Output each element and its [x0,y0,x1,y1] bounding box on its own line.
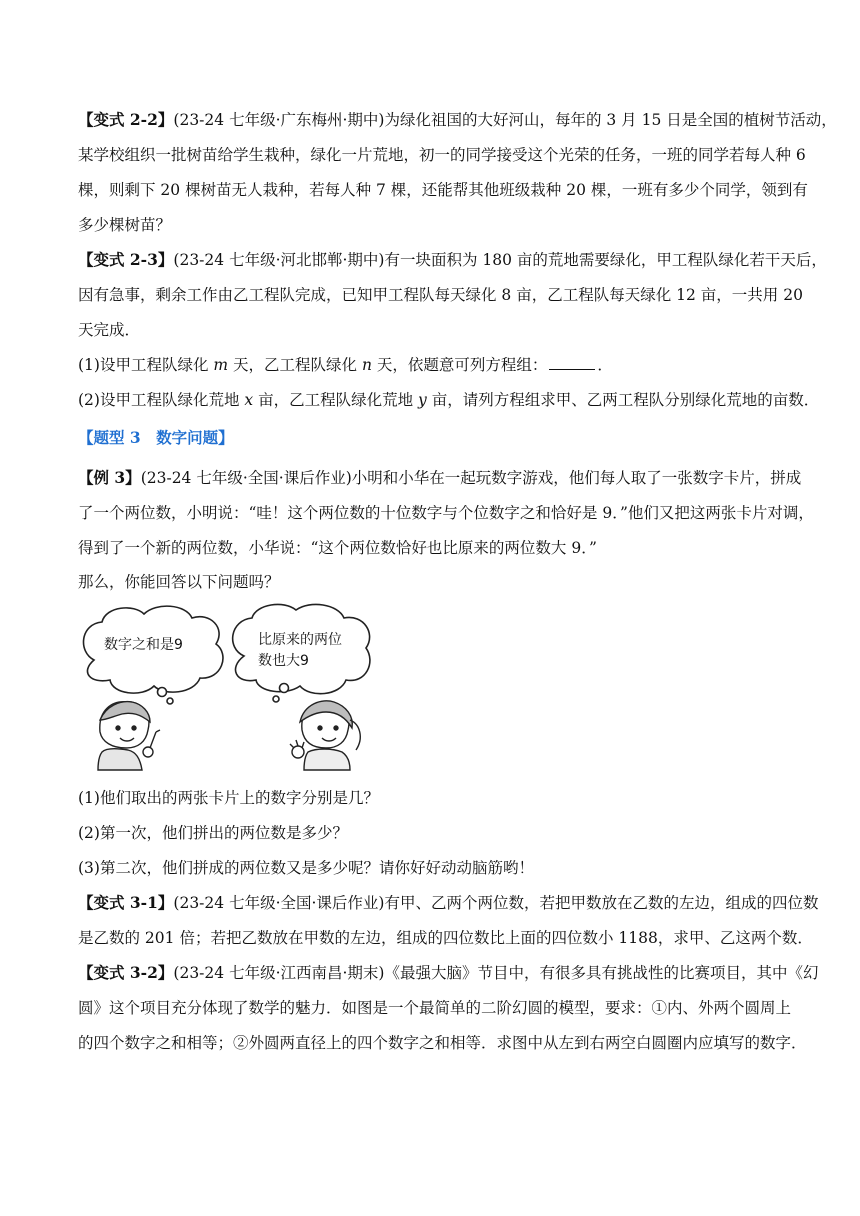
variant-source: (23-24 七年级·河北邯郸·期中) [173,251,385,269]
q-text: 天，依题意可列方程组： [371,356,548,374]
boy-figure [98,702,160,770]
girl-figure [290,701,360,770]
problem-text: 有一块面积为 180 亩的荒地需要绿化，甲工程队绿化若干天后， [384,251,827,269]
var-m: m [213,356,229,374]
variant-tag: 【变式 2-2】 [78,110,174,129]
var-y: y [418,391,427,409]
variant-3-2-line-3: 的四个数字之和相等；②外圆两直径上的四个数字之和相等．求图中从左到右两空白圆圈内应填写的数字． [78,1034,807,1052]
variant-tag: 【变式 2-3】 [78,250,174,269]
q-text: (2)设甲工程队绿化荒地 [78,391,245,409]
bubble-left-text: 数字之和是9 [104,637,183,653]
problem-text: 有甲、乙两个两位数，若把甲数放在乙数的左边，组成的四位数 [384,894,819,912]
bubble-right-text-1: 比原来的两位 [258,632,342,648]
q-text: 天，乙工程队绿化 [228,356,362,374]
q-text: (1)设甲工程队绿化 [78,356,214,374]
variant-source: (23-24 七年级·江西南昌·期末) [173,964,385,982]
example-tag: 【例 3】 [78,468,141,487]
thought-bubble-left [84,606,223,704]
variant-tag: 【变式 3-1】 [78,893,174,912]
var-n: n [361,356,372,374]
bubble-right-text-2: 数也大9 [258,653,309,669]
problem-text: 《最强大脑》节目中，有很多具有挑战性的比赛项目，其中《幻 [384,964,819,982]
example-3-line-3: 得到了一个新的两位数，小华说：“这个两位数恰好也比原来的两位数大 9．” [78,539,597,557]
example-3-question-3: (3)第二次，他们拼成的两位数又是多少呢？请你好好动动脑筋哟！ [78,859,534,877]
example-source: (23-24 七年级·全国·课后作业) [140,469,352,487]
kids-thought-bubble-illustration [76,602,376,772]
q-text: ． [597,356,613,374]
variant-2-2-line-2: 某学校组织一批树苗给学生栽种，绿化一片荒地，初一的同学接受这个光荣的任务，一班的同学若每人种 6 [78,146,806,164]
problem-text: 为绿化祖国的大好河山，每年的 3 月 15 日是全国的植树节活动， [384,111,837,129]
variant-3-2-line-2: 圆》这个项目充分体现了数学的魅力．如图是一个最简单的二阶幻圆的模型，要求：①内、外两个圆周上 [78,999,792,1017]
variant-2-3-line-2: 因有急事，剩余工作由乙工程队完成，已知甲工程队每天绿化 8 亩，乙工程队每天绿化 12 亩，一共用 20 [78,286,803,304]
variant-2-3-line-1 [78,250,827,270]
variant-2-2-line-4: 多少棵树苗？ [78,216,172,234]
problem-text: 小明和小华在一起玩数字游戏，他们每人取了一张数字卡片，拼成 [351,469,802,487]
example-3-question-2: (2)第一次，他们拼出的两位数是多少？ [78,824,348,842]
variant-2-2-line-3: 棵，则剩下 20 棵树苗无人栽种，若每人种 7 棵，还能帮其他班级栽种 20 棵，一班有多少个同学，领到有 [78,181,808,199]
variant-2-3-question-1 [78,355,613,375]
example-3-line-1 [78,468,801,488]
section-heading: 【题型 3 数字问题】 [78,428,234,447]
variant-2-2-line-1 [78,110,837,130]
variant-3-2-line-1 [78,963,818,983]
example-3-line-4: 那么，你能回答以下问题吗？ [78,573,280,591]
variant-2-3-line-3: 天完成． [78,321,141,339]
variant-2-3-question-2 [78,390,819,410]
q-text: 亩，请列方程组求甲、乙两工程队分别绿化荒地的亩数． [426,391,820,409]
variant-tag: 【变式 3-2】 [78,963,174,982]
variant-3-1-line-1 [78,893,818,913]
variant-source: (23-24 七年级·广东梅州·期中) [173,111,385,129]
example-3-question-1: (1)他们取出的两张卡片上的数字分别是几？ [78,789,379,807]
variant-source: (23-24 七年级·全国·课后作业) [173,894,385,912]
variant-3-1-line-2: 是乙数的 201 倍；若把乙数放在甲数的左边，组成的四位数比上面的四位数小 1188，求甲、乙这两个数． [78,929,813,947]
answer-blank [549,355,595,370]
var-x: x [244,391,254,409]
example-3-line-2: 了一个两位数，小明说：“哇！这个两位数的十位数字与个位数字之和恰好是 9．”他们又把这两张卡片对调， [78,504,814,522]
q-text: 亩，乙工程队绿化荒地 [253,391,418,409]
